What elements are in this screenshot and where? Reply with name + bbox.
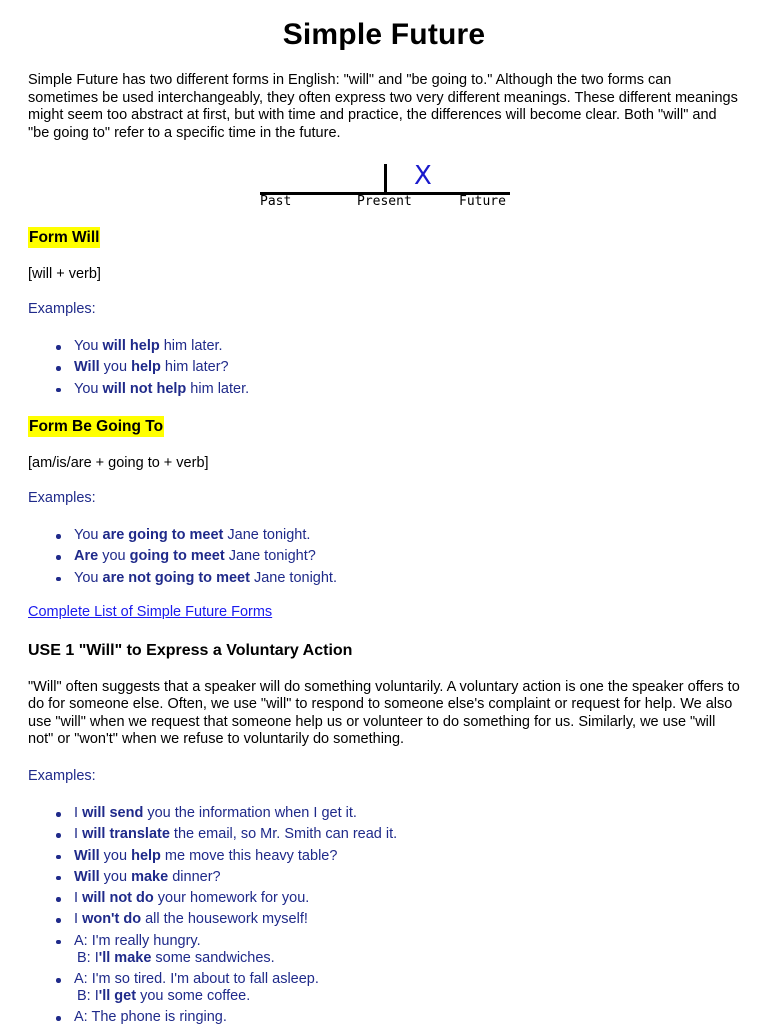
timeline-diagram (260, 160, 512, 216)
example-item (74, 570, 337, 587)
example-verb-phrase: 'll make (98, 949, 152, 966)
example-text: you some coffee. (136, 988, 251, 1005)
timeline-label-past: Past (260, 194, 292, 209)
example-verb-phrase: will not help (102, 380, 187, 397)
example-text: your homework for you. (153, 890, 310, 907)
example-item (74, 381, 249, 398)
form-going-examples-label: Examples: (28, 490, 96, 506)
example-text: Jane tonight. (223, 527, 311, 543)
page-title: Simple Future (282, 18, 486, 51)
example-text: him later? (160, 359, 229, 376)
example-item (74, 911, 397, 928)
form-going-example-list (28, 527, 337, 591)
example-verb-phrase: will send (82, 805, 144, 821)
example-verb-phrase: Will (74, 359, 100, 376)
example-text: I (74, 911, 83, 928)
example-text: the email, so Mr. Smith can read it. (169, 826, 398, 843)
use1-example-list (28, 805, 397, 1031)
example-reply-line (74, 950, 397, 967)
example-text: You (74, 569, 103, 586)
example-item (74, 848, 397, 865)
example-verb-phrase: make (131, 868, 169, 885)
example-text: you the information when I get it. (143, 805, 357, 821)
timeline-label-future: Future (459, 194, 506, 209)
example-item (74, 890, 397, 907)
example-item (74, 826, 397, 843)
form-going-formula: [am/is/are + going to + verb] (28, 455, 209, 471)
example-text: me move this heavy table? (160, 847, 338, 864)
example-verb-phrase: help (131, 847, 161, 864)
example-verb-phrase: 'll get (98, 988, 137, 1005)
example-verb-phrase: going to meet (129, 548, 225, 565)
example-verb-phrase: are not going to meet (102, 569, 250, 586)
intro-paragraph: Simple Future has two different forms in English: "will" and "be going to." Although the two forms can sometimes be used interchangeably, they often express two very different meanings. These different meanings might seem too abstract at first, but with time and practice, the differences will become clear. Both "will" and "be going to" refer to a specific time in the future. (28, 72, 738, 141)
complete-list-link[interactable]: Complete List of Simple Future Forms (28, 604, 273, 620)
example-verb-phrase: Will (74, 847, 100, 864)
example-text: A: I'm really hungry. (74, 932, 201, 949)
example-item (74, 805, 397, 822)
example-text: him later. (186, 380, 250, 397)
example-item (74, 359, 249, 376)
example-text: Jane tonight. (249, 569, 337, 586)
example-item (74, 548, 337, 565)
example-item (74, 338, 249, 355)
example-text: you (99, 868, 132, 885)
form-will-formula: [will + verb] (28, 266, 101, 282)
timeline-present-tick (384, 164, 387, 194)
example-text: him later. (159, 338, 223, 354)
example-verb-phrase: Will (74, 868, 100, 885)
example-text: You (74, 380, 103, 397)
example-item (74, 527, 337, 544)
form-will-examples-label: Examples: (28, 301, 96, 317)
example-text: some sandwiches. (151, 949, 275, 966)
example-text: Jane tonight? (224, 548, 316, 565)
example-text: You (74, 338, 103, 354)
example-text: I (74, 805, 83, 821)
example-verb-phrase: Are (74, 548, 99, 565)
example-item (74, 933, 397, 967)
form-going-heading: Form Be Going To (29, 418, 164, 435)
example-verb-phrase: will translate (82, 826, 170, 843)
example-item (74, 971, 397, 1005)
example-text: I (74, 890, 83, 907)
example-verb-phrase: will not do (82, 890, 154, 907)
form-will-heading: Form Will (29, 229, 100, 246)
example-text: dinner? (168, 868, 221, 885)
example-text: A: I'm so tired. I'm about to fall asleep. (74, 971, 319, 988)
use1-heading: USE 1 "Will" to Express a Voluntary Action (28, 642, 353, 659)
example-text: you (99, 847, 132, 864)
example-reply-line (74, 988, 397, 1005)
example-verb-phrase: will help (102, 338, 160, 354)
future-x-mark: X (414, 161, 432, 191)
example-text: A: The phone is ringing. (74, 1009, 227, 1026)
form-will-example-list (28, 338, 249, 402)
timeline-label-present: Present (357, 194, 412, 209)
example-text: you (99, 359, 132, 376)
example-verb-phrase: are going to meet (102, 527, 224, 543)
example-text: B: I (77, 949, 99, 966)
example-text: You (74, 527, 103, 543)
example-text: I (74, 826, 83, 843)
example-text: B: I (77, 988, 99, 1005)
use1-paragraph: "Will" often suggests that a speaker will do something voluntarily. A voluntary action is one the speaker offers to do for someone else. Often, we use "will" to respond to someone else's complaint or request for help. We also use "will" when we request that someone help us or volunteer to do something for us. Similarly, we use "will not" or "won't" when we refuse to voluntarily do something. (28, 679, 740, 748)
example-text: all the housework myself! (141, 911, 308, 928)
example-verb-phrase: help (131, 359, 161, 376)
example-text: you (98, 548, 130, 565)
example-verb-phrase: won't do (82, 911, 142, 928)
example-item (74, 869, 397, 886)
use1-examples-label: Examples: (28, 768, 96, 784)
